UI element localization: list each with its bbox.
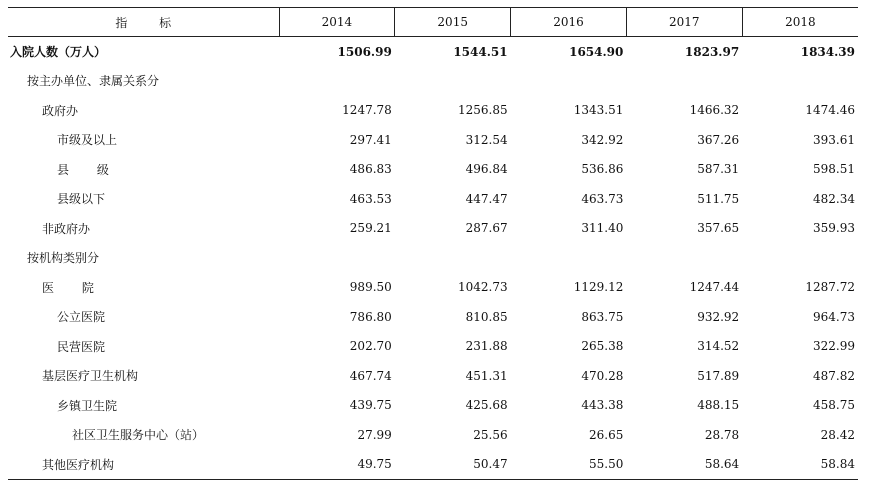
cell-2018: 58.84 — [742, 450, 858, 480]
cell-2014: 49.75 — [279, 450, 395, 480]
cell-2016: 470.28 — [581, 368, 624, 383]
cell-2017: 1466.32 — [689, 103, 740, 118]
cell-2016: 55.50 — [511, 450, 627, 480]
cell-2016: 265.38 — [581, 339, 624, 354]
cell-2017: 58.64 — [626, 450, 742, 480]
cell-2017: 314.52 — [697, 339, 740, 354]
cell-2015: 447.47 — [465, 191, 508, 206]
cell-2016: 342.92 — [581, 132, 624, 147]
table-row — [8, 96, 858, 126]
cell-2015: 50.47 — [395, 450, 511, 480]
cell-2018: 359.93 — [813, 221, 855, 236]
cell-2017: 488.15 — [697, 398, 740, 413]
cell-2018: 322.99 — [813, 339, 855, 354]
table-row — [8, 391, 858, 421]
cell-2017: 28.78 — [704, 427, 740, 442]
cell-2016: 463.73 — [581, 191, 624, 206]
cell-2018: 1287.72 — [805, 280, 855, 295]
cell-2017: 517.89 — [697, 368, 740, 383]
table-row — [8, 450, 858, 480]
row-label — [8, 273, 279, 303]
cell-2017 — [626, 243, 742, 273]
cell-2018: 458.75 — [813, 398, 855, 413]
row-label: 基层医疗卫生机构 — [42, 369, 139, 384]
row-label-text: 医 院 — [42, 280, 106, 295]
row-label: 入院人数（万人） — [10, 45, 107, 59]
cell-2014 — [279, 66, 395, 96]
table-row-section-ownership — [8, 66, 858, 96]
header-year-2016: 2016 — [511, 8, 627, 37]
header-year-2017: 2017 — [626, 8, 742, 37]
cell-2018: 487.82 — [813, 368, 855, 383]
cell-2014: 463.53 — [349, 191, 392, 206]
header-indicator: 指 标 — [8, 8, 279, 37]
table-row-section-category — [8, 243, 858, 273]
cell-2015 — [395, 66, 511, 96]
cell-2016: 1129.12 — [573, 280, 624, 295]
table-row — [8, 361, 858, 391]
cell-2018: 598.51 — [813, 162, 855, 177]
cell-2014: 297.41 — [349, 132, 392, 147]
cell-2016: 443.38 — [581, 398, 624, 413]
table-row — [8, 273, 858, 303]
row-label: 民营医院 — [57, 339, 106, 354]
cell-2015: 425.68 — [465, 398, 508, 413]
table-row — [8, 184, 858, 214]
row-label — [8, 155, 279, 185]
header-year-2018: 2018 — [742, 8, 858, 37]
table-row — [8, 420, 858, 450]
cell-2014: 786.80 — [349, 309, 392, 324]
cell-2018: 964.73 — [813, 309, 855, 324]
row-label: 乡镇卫生院 — [57, 398, 118, 413]
row-label: 县级以下 — [57, 192, 106, 207]
header-year-2015: 2015 — [395, 8, 511, 37]
cell-2015: 496.84 — [465, 162, 508, 177]
table-body — [8, 37, 858, 480]
section-label: 按主办单位、隶属关系分 — [27, 74, 160, 89]
cell-2018 — [742, 243, 858, 273]
row-label: 其他医疗机构 — [8, 450, 279, 480]
row-label: 非政府办 — [42, 221, 91, 236]
table-row — [8, 214, 858, 244]
cell-2014: 486.83 — [349, 162, 392, 177]
cell-2015: 1256.85 — [457, 103, 508, 118]
cell-2018 — [742, 66, 858, 96]
table-row-total — [8, 37, 858, 67]
row-label: 社区卫生服务中心（站） — [72, 428, 205, 443]
table-row — [8, 155, 858, 185]
cell-2016: 311.40 — [581, 221, 624, 236]
row-label: 政府办 — [42, 103, 79, 118]
cell-2014 — [279, 243, 395, 273]
section-label: 按机构类别分 — [27, 251, 100, 266]
cell-2014: 202.70 — [349, 339, 392, 354]
row-label: 市级及以上 — [57, 133, 118, 148]
cell-2015: 451.31 — [465, 368, 508, 383]
cell-2017: 511.75 — [697, 191, 740, 206]
cell-2016: 536.86 — [581, 162, 624, 177]
cell-2016 — [511, 66, 627, 96]
cell-2014: 27.99 — [357, 427, 392, 442]
cell-2016: 26.65 — [589, 427, 624, 442]
cell-2015: 25.56 — [473, 427, 508, 442]
cell-2015: 1544.51 — [453, 44, 508, 59]
cell-2017: 587.31 — [697, 162, 740, 177]
cell-2017: 1247.44 — [689, 280, 740, 295]
cell-2016: 1343.51 — [573, 103, 624, 118]
cell-2015: 1042.73 — [457, 280, 508, 295]
cell-2018: 482.34 — [813, 191, 855, 206]
table-header — [8, 8, 858, 37]
cell-2018: 393.61 — [813, 132, 855, 147]
cell-2015: 312.54 — [465, 132, 508, 147]
cell-2016: 863.75 — [581, 309, 624, 324]
table-row — [8, 125, 858, 155]
cell-2015: 810.85 — [465, 309, 508, 324]
table-row — [8, 302, 858, 332]
row-label-text: 县 级 — [57, 162, 121, 177]
cell-2014: 439.75 — [349, 398, 392, 413]
cell-2014: 1506.99 — [337, 44, 392, 59]
header-row — [8, 8, 858, 37]
cell-2017: 932.92 — [697, 309, 740, 324]
cell-2018: 1834.39 — [800, 44, 855, 59]
cell-2017: 1823.97 — [684, 44, 740, 59]
cell-2018: 28.42 — [820, 427, 855, 442]
cell-2014: 989.50 — [349, 280, 392, 295]
table-row — [8, 332, 858, 362]
cell-2016: 1654.90 — [569, 44, 624, 59]
header-year-2014: 2014 — [279, 8, 395, 37]
cell-2014: 1247.78 — [342, 103, 392, 118]
cell-2018: 1474.46 — [805, 103, 855, 118]
cell-2017 — [626, 66, 742, 96]
inpatient-admissions-table — [8, 7, 858, 480]
cell-2014: 259.21 — [349, 221, 392, 236]
row-label: 公立医院 — [57, 310, 106, 325]
cell-2015: 287.67 — [465, 221, 508, 236]
cell-2017: 357.65 — [697, 221, 740, 236]
cell-2014: 467.74 — [349, 368, 392, 383]
cell-2016 — [511, 243, 627, 273]
cell-2017: 367.26 — [697, 132, 740, 147]
cell-2015: 231.88 — [465, 339, 508, 354]
cell-2015 — [395, 243, 511, 273]
